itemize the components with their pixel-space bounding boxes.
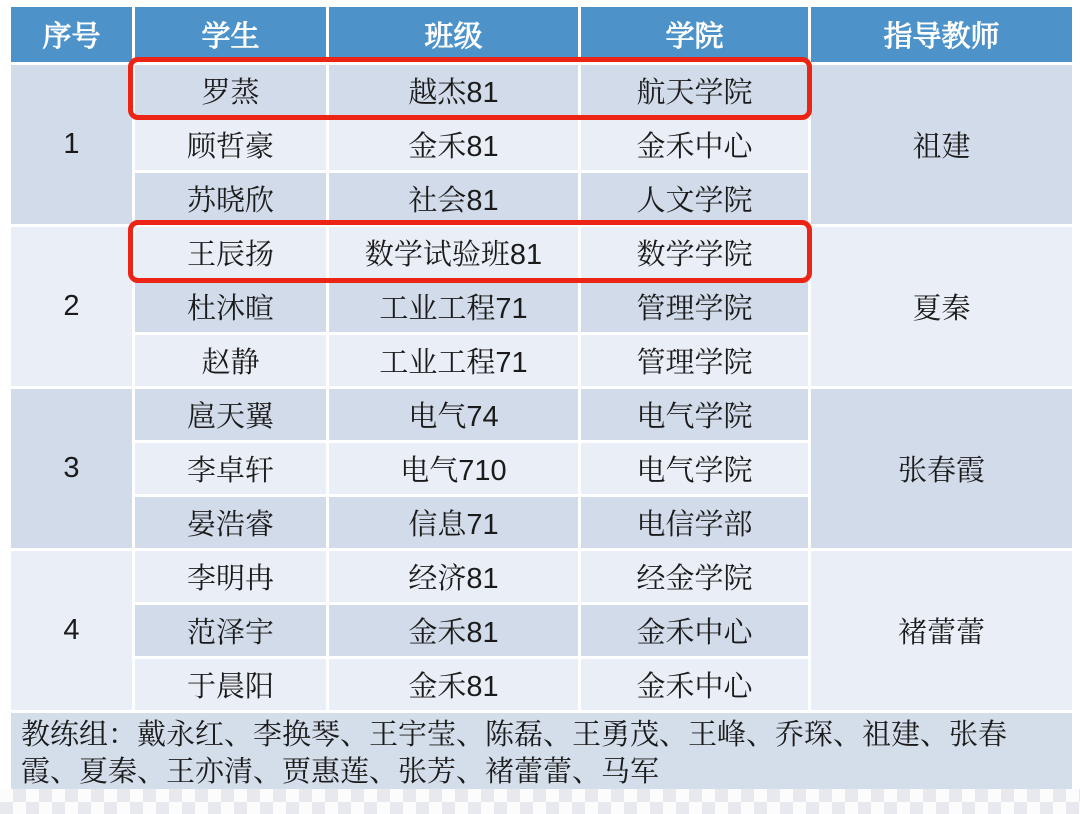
class-cell: 数学试验班81: [328, 226, 580, 280]
class-cell: 信息71: [328, 496, 580, 550]
table-row: [10, 64, 1074, 118]
class-cell: 工业工程71: [328, 280, 580, 334]
class-cell: 社会81: [328, 172, 580, 226]
student-advisor-table: [8, 4, 1075, 798]
student-cell: 李明冉: [134, 550, 328, 604]
college-cell: 管理学院: [580, 334, 810, 388]
class-cell: 经济81: [328, 550, 580, 604]
college-cell: 电气学院: [580, 442, 810, 496]
header-advisor: 指导教师: [810, 6, 1074, 64]
college-cell: 金禾中心: [580, 604, 810, 658]
table-row: [10, 226, 1074, 280]
college-cell: 管理学院: [580, 280, 810, 334]
index-cell: 2: [10, 226, 134, 388]
class-cell: 电气710: [328, 442, 580, 496]
class-cell: 越杰81: [328, 64, 580, 118]
student-cell: 苏晓欣: [134, 172, 328, 226]
advisor-cell: 张春霞: [810, 388, 1074, 550]
index-cell: 4: [10, 550, 134, 712]
student-cell: 范泽宇: [134, 604, 328, 658]
college-cell: 经金学院: [580, 550, 810, 604]
header-row: [10, 6, 1074, 64]
student-cell: 扈天翼: [134, 388, 328, 442]
table-row: [10, 712, 1074, 797]
student-cell: 顾哲豪: [134, 118, 328, 172]
index-cell: 3: [10, 388, 134, 550]
college-cell: 金禾中心: [580, 658, 810, 712]
class-cell: 金禾81: [328, 658, 580, 712]
student-cell: 李卓轩: [134, 442, 328, 496]
student-cell: 王辰扬: [134, 226, 328, 280]
student-cell: 罗蒸: [134, 64, 328, 118]
table-row: [10, 388, 1074, 442]
advisor-cell: 褚蕾蕾: [810, 550, 1074, 712]
advisor-cell: 祖建: [810, 64, 1074, 226]
transparency-checker-strip: [0, 789, 1080, 814]
college-cell: 航天学院: [580, 64, 810, 118]
header-class: 班级: [328, 6, 580, 64]
college-cell: 数学学院: [580, 226, 810, 280]
index-cell: 1: [10, 64, 134, 226]
college-cell: 金禾中心: [580, 118, 810, 172]
class-cell: 工业工程71: [328, 334, 580, 388]
class-cell: 金禾81: [328, 604, 580, 658]
class-cell: 电气74: [328, 388, 580, 442]
student-cell: 赵静: [134, 334, 328, 388]
table-row: [10, 550, 1074, 604]
class-cell: 金禾81: [328, 118, 580, 172]
college-cell: 电信学部: [580, 496, 810, 550]
coach-note: 教练组：戴永红、李换琴、王宇莹、陈磊、王勇茂、王峰、乔琛、祖建、张春霞、夏秦、王亦清、贾惠莲、张芳、褚蕾蕾、马军: [10, 712, 1074, 797]
student-cell: 晏浩睿: [134, 496, 328, 550]
advisor-cell: 夏秦: [810, 226, 1074, 388]
header-college: 学院: [580, 6, 810, 64]
header-index: 序号: [10, 6, 134, 64]
student-cell: 于晨阳: [134, 658, 328, 712]
header-student: 学生: [134, 6, 328, 64]
college-cell: 电气学院: [580, 388, 810, 442]
college-cell: 人文学院: [580, 172, 810, 226]
student-cell: 杜沐暄: [134, 280, 328, 334]
